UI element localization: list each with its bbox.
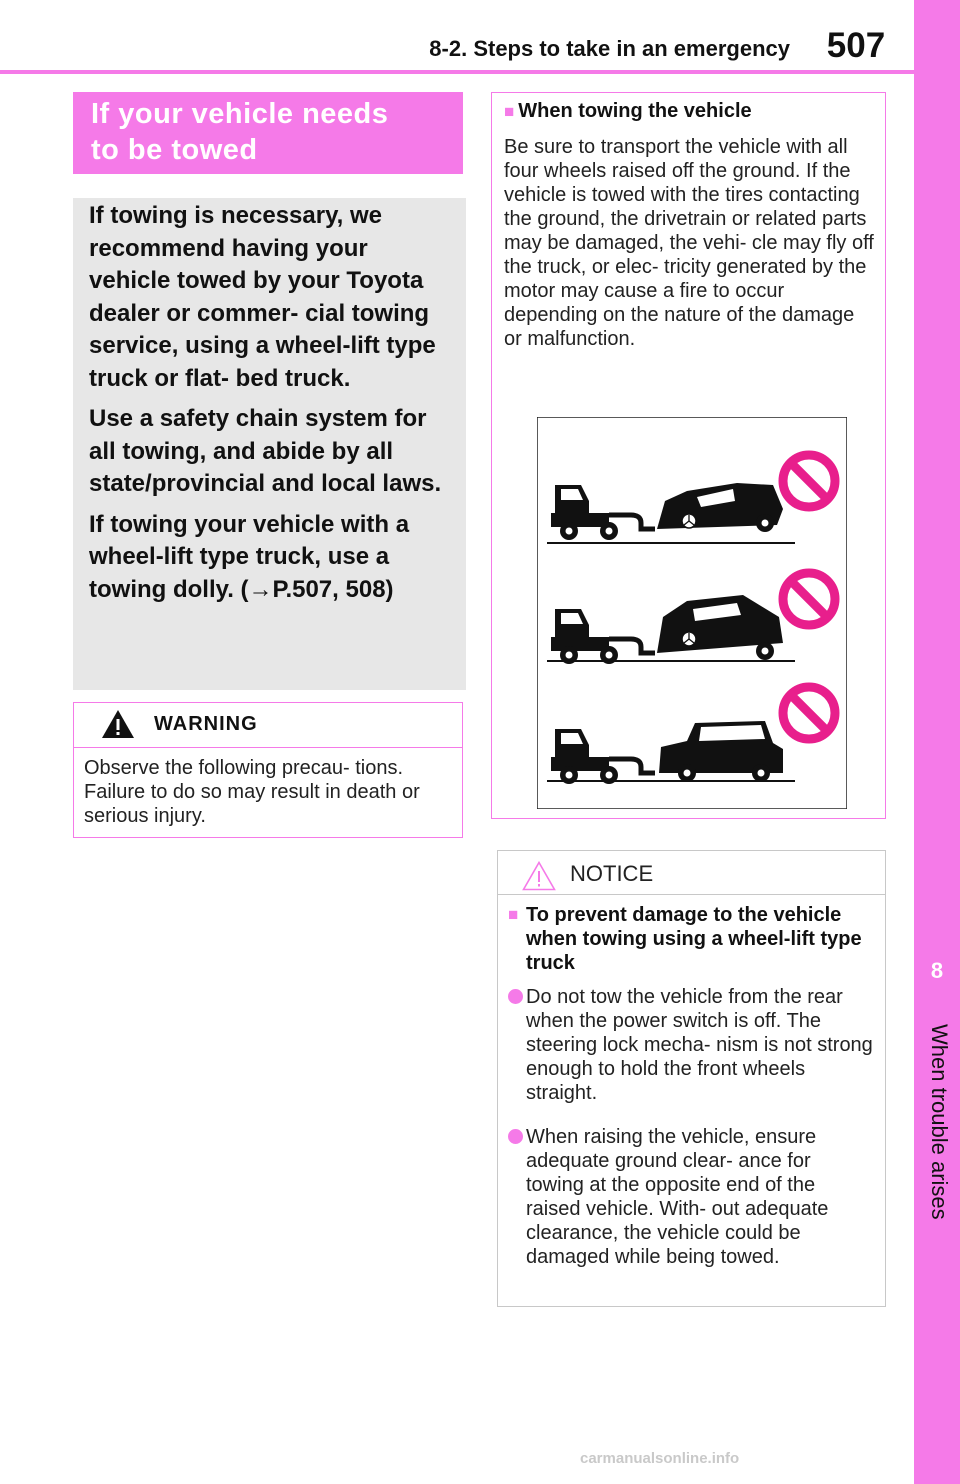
notice-bullet-1 (508, 985, 873, 1105)
summary-p3-text: If towing your vehicle with a wheel-lift type truck, use a towing dolly. ( (89, 510, 410, 603)
warning-header (74, 703, 462, 748)
bullet-dot-icon (508, 989, 523, 1004)
watermark: carmanualsonline.info (580, 1450, 740, 1467)
notice-icon (522, 861, 556, 891)
notice-heading-text: To prevent damage to the vehicle when towing using a wheel-lift type truck (526, 904, 862, 974)
section-heading-line2: to be towed (91, 134, 258, 166)
summary-paragraph-3 (89, 509, 452, 607)
square-bullet-icon: ■ (504, 102, 515, 121)
square-bullet-icon: ■ (508, 905, 519, 924)
summary-paragraph-1: If towing is necessary, we recommend having your vehicle towed by your Toyota dealer or commer- cial towing service, using a wheel-lift type truck or flat- bed truck. (89, 202, 436, 392)
notice-bullet-2-text: When raising the vehicle, ensure adequate ground clear- ance for towing at the opposite end of the raised vehicle. With- out adequate clearance, the vehicle could be damaged while being towed. (526, 1126, 829, 1268)
notice-box (497, 850, 886, 1307)
bullet-dot-icon (508, 1129, 523, 1144)
page-header-title: 8-2. Steps to take in an emergency (429, 36, 790, 61)
warning-box (73, 702, 463, 838)
chapter-title: When trouble arises (927, 1024, 952, 1220)
page-reference-link[interactable]: P.507, 508) (272, 575, 394, 603)
notice-heading (508, 903, 873, 975)
summary-paragraph-2: Use a safety chain system for all towing, and abide by all state/provincial and local laws. (89, 405, 442, 497)
warning-body: Observe the following precau- tions. Failure to do so may result in death or serious injury. (84, 757, 420, 827)
warning-title: WARNING (154, 713, 258, 735)
arrow-icon: → (248, 575, 273, 603)
header-rule (0, 70, 914, 74)
notice-bullet-2 (508, 1125, 873, 1269)
towing-heading-text: When towing the vehicle (518, 100, 752, 122)
towing-illustration (537, 417, 847, 809)
towing-heading (504, 99, 752, 124)
towing-box (491, 92, 886, 819)
chapter-side-tab[interactable] (914, 0, 960, 1484)
summary-box (73, 198, 466, 690)
section-heading-line1: If your vehicle needs (91, 98, 389, 130)
towing-body: Be sure to transport the vehicle with all four wheels raised off the ground. If the vehicle is towed with the tires contacting the ground, the drivetrain or related parts may be damaged, the vehi- cle may fly off the truck, or elec- tricity generated by the motor may cause a fire to occur depending on the nature of the damage or malfunction. (504, 136, 874, 350)
page-number: 507 (826, 26, 886, 65)
chapter-number: 8 (930, 958, 944, 983)
section-heading (73, 92, 463, 174)
notice-title: NOTICE (570, 861, 654, 886)
notice-header (498, 851, 885, 895)
warning-icon (101, 709, 135, 739)
notice-bullet-1-text: Do not tow the vehicle from the rear when the power switch is off. The steering lock mecha- nism is not strong enough to hold the front wheels straight. (526, 986, 873, 1104)
